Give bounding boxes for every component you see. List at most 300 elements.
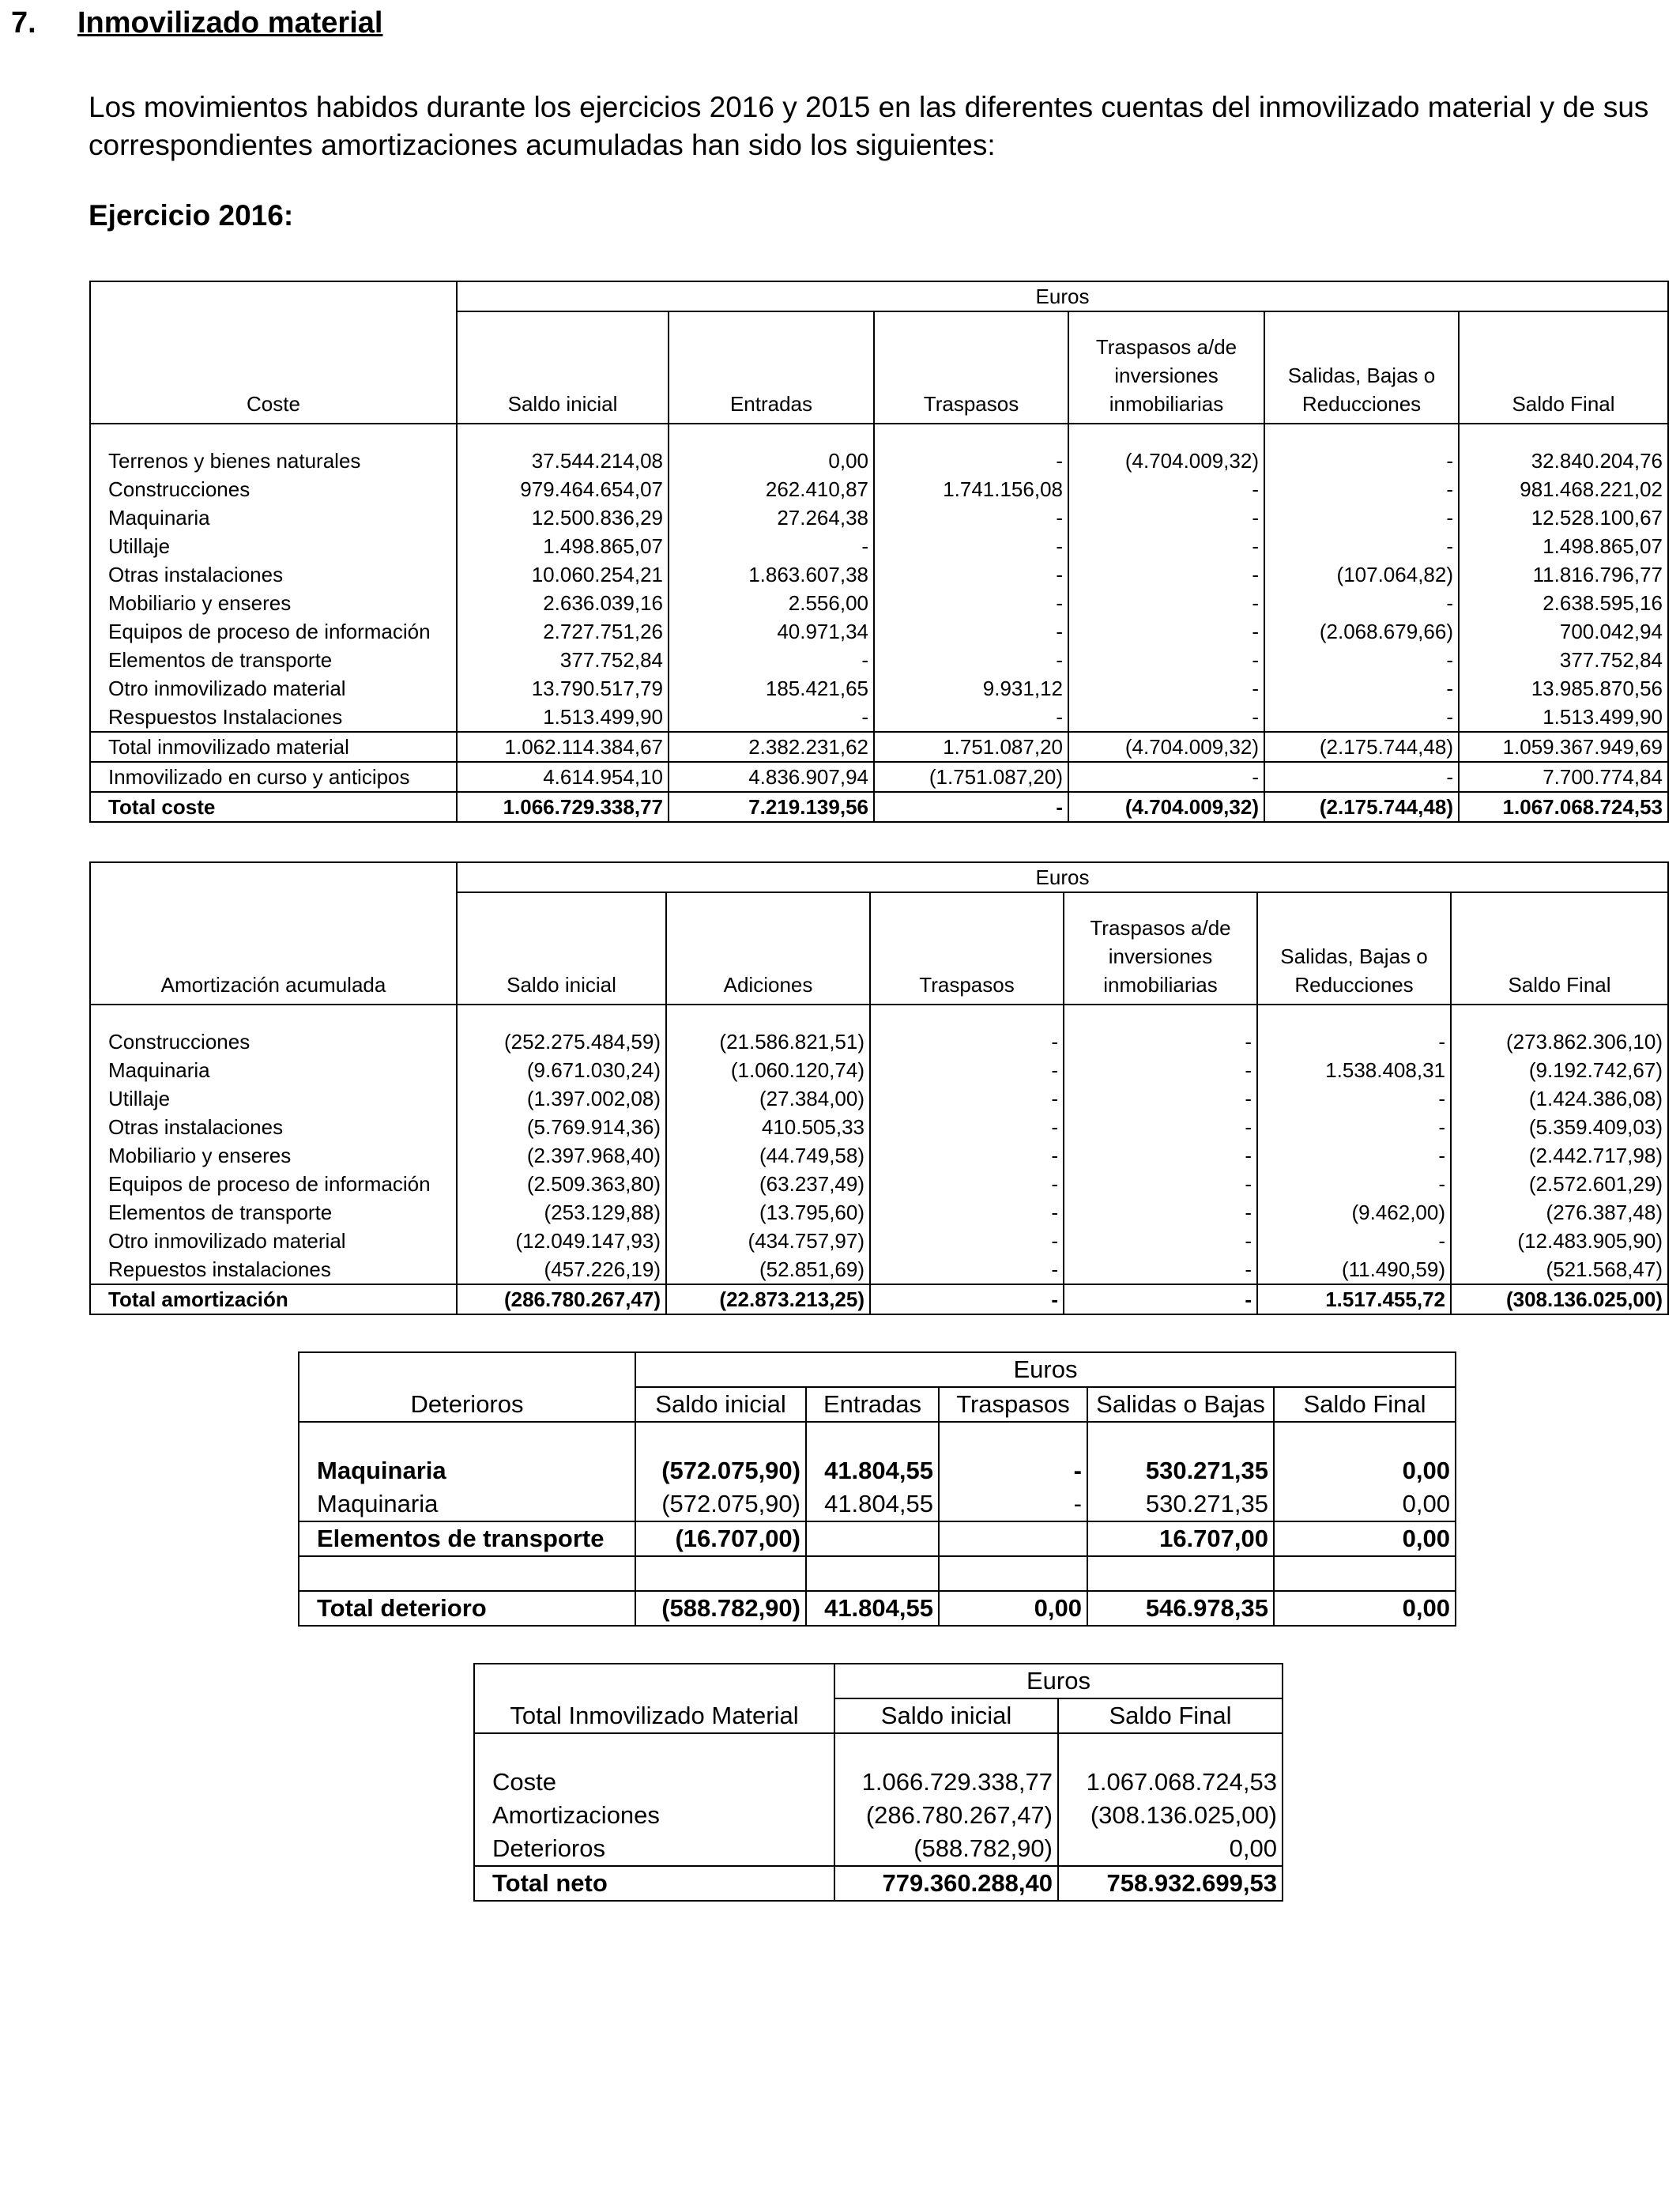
spacer-cell: [1274, 1422, 1456, 1454]
cell-value: (572.075,90): [635, 1454, 806, 1487]
cell-value: 2.636.039,16: [457, 589, 669, 617]
table-row: [299, 1454, 1456, 1487]
cell-value: -: [669, 532, 874, 560]
cell-value: 979.464.654,07: [457, 475, 669, 503]
cell-value: 7.700.774,84: [1459, 762, 1668, 792]
cell-value: 2.727.751,26: [457, 617, 669, 646]
row-label: Terrenos y bienes naturales: [90, 447, 457, 475]
cell-value: -: [1064, 1027, 1257, 1056]
column-header: Traspasos a/de inversiones inmobiliarias: [1064, 892, 1257, 1005]
spacer-cell: [1068, 424, 1264, 447]
cell-value: -: [870, 1227, 1064, 1255]
cell-value: 779.360.288,40: [834, 1866, 1058, 1901]
cell-value: -: [1264, 762, 1459, 792]
spacer-cell: [457, 1005, 666, 1027]
cell-value: 2.638.595,16: [1459, 589, 1668, 617]
cell-value: 377.752,84: [457, 646, 669, 674]
column-header: Saldo inicial: [635, 1387, 806, 1422]
row-label: Maquinaria: [90, 1056, 457, 1084]
spacer-cell: [1064, 1005, 1257, 1027]
cell-value: -: [1064, 1141, 1257, 1170]
cell-value: -: [1264, 503, 1459, 532]
cell-value: -: [1064, 1198, 1257, 1227]
table-row: [90, 617, 1668, 646]
cell-value: (521.568,47): [1451, 1255, 1668, 1284]
cell-value: -: [1257, 1027, 1451, 1056]
cell-value: (9.192.742,67): [1451, 1056, 1668, 1084]
row-label: Maquinaria: [299, 1487, 635, 1521]
cell-value: 12.528.100,67: [1459, 503, 1668, 532]
column-header: Deterioros: [299, 1387, 635, 1422]
unit-label: Euros: [457, 281, 1668, 311]
cell-value: -: [870, 1027, 1064, 1056]
cell-value: 0,00: [1274, 1487, 1456, 1521]
spacer-cell: [806, 1422, 939, 1454]
cell-value: (16.707,00): [635, 1521, 806, 1556]
cell-value: -: [874, 792, 1068, 822]
row-label: Respuestos Instalaciones: [90, 703, 457, 732]
cell-value: 1.066.729.338,77: [457, 792, 669, 822]
cell-value: 16.707,00: [1087, 1521, 1274, 1556]
cell-value: (2.175.744,48): [1264, 732, 1459, 762]
cell-value: [1274, 1556, 1456, 1591]
table-row: [90, 475, 1668, 503]
cell-value: -: [1257, 1227, 1451, 1255]
intro-paragraph: Los movimientos habidos durante los ejercicios 2016 y 2015 en las diferentes cuentas del inmovilizado material y de sus correspondientes amortizaciones acumuladas han sido los siguientes:: [89, 91, 1649, 161]
spacer-cell: [474, 1733, 834, 1766]
cell-value: -: [870, 1084, 1064, 1113]
cell-value: [635, 1556, 806, 1591]
cell-value: 2.556,00: [669, 589, 874, 617]
table-row: [90, 674, 1668, 703]
cell-value: (11.490,59): [1257, 1255, 1451, 1284]
row-label: Inmovilizado en curso y anticipos: [90, 762, 457, 792]
table-row: [474, 1799, 1283, 1832]
row-label: Deterioros: [474, 1832, 834, 1866]
cell-value: 37.544.214,08: [457, 447, 669, 475]
subsection-title: Ejercicio 2016:: [89, 199, 294, 232]
row-label: Utillaje: [90, 1084, 457, 1113]
row-label: Total deterioro: [299, 1591, 635, 1626]
cell-value: 4.614.954,10: [457, 762, 669, 792]
cell-value: (308.136.025,00): [1451, 1284, 1668, 1314]
cell-value: -: [669, 646, 874, 674]
cell-value: (2.442.717,98): [1451, 1141, 1668, 1170]
cell-value: -: [870, 1141, 1064, 1170]
header-blank-cell: [90, 281, 457, 311]
cell-value: 41.804,55: [806, 1487, 939, 1521]
table-row: [90, 1056, 1668, 1084]
row-label: Maquinaria: [299, 1454, 635, 1487]
cell-value: -: [1068, 703, 1264, 732]
unit-header-row: [90, 281, 1668, 311]
cell-value: -: [939, 1454, 1087, 1487]
cell-value: 700.042,94: [1459, 617, 1668, 646]
cell-value: (588.782,90): [635, 1591, 806, 1626]
spacer-cell: [669, 424, 874, 447]
unit-header-row: [299, 1352, 1456, 1387]
unit-label: Euros: [834, 1664, 1283, 1698]
spacer-cell: [939, 1422, 1087, 1454]
total-neto-row: [474, 1866, 1283, 1901]
cell-value: -: [1257, 1084, 1451, 1113]
cell-value: 0,00: [1058, 1832, 1283, 1866]
spacer-cell: [1058, 1733, 1283, 1766]
column-header-row: [90, 892, 1668, 1005]
cell-value: (107.064,82): [1264, 560, 1459, 589]
row-label: Otro inmovilizado material: [90, 674, 457, 703]
cell-value: -: [1068, 503, 1264, 532]
table-row: [299, 1521, 1456, 1556]
cell-value: (21.586.821,51): [666, 1027, 870, 1056]
cell-value: 27.264,38: [669, 503, 874, 532]
cell-value: -: [1064, 1284, 1257, 1314]
cell-value: 13.790.517,79: [457, 674, 669, 703]
cell-value: (13.795,60): [666, 1198, 870, 1227]
unit-header-row: [474, 1664, 1283, 1698]
en-curso-row: [90, 762, 1668, 792]
cell-value: 410.505,33: [666, 1113, 870, 1141]
row-label: Otro inmovilizado material: [90, 1227, 457, 1255]
cell-value: -: [1064, 1084, 1257, 1113]
cell-value: -: [870, 1170, 1064, 1198]
row-label: Otras instalaciones: [90, 1113, 457, 1141]
table-row: [90, 646, 1668, 674]
column-header: Coste: [90, 311, 457, 424]
cell-value: (4.704.009,32): [1068, 732, 1264, 762]
cell-value: (308.136.025,00): [1058, 1799, 1283, 1832]
table-row: [90, 1027, 1668, 1056]
table-row: [90, 1084, 1668, 1113]
table-row: [90, 1170, 1668, 1198]
cell-value: 1.498.865,07: [1459, 532, 1668, 560]
cell-value: -: [1068, 475, 1264, 503]
column-header: Entradas: [669, 311, 874, 424]
spacer-cell: [299, 1422, 635, 1454]
column-header: Traspasos: [939, 1387, 1087, 1422]
spacer-cell: [834, 1733, 1058, 1766]
spacer-cell: [457, 424, 669, 447]
spacer-row: [90, 424, 1668, 447]
cell-value: -: [1064, 1056, 1257, 1084]
unit-header-row: [90, 862, 1668, 892]
table-row: [90, 703, 1668, 732]
cell-value: -: [1068, 674, 1264, 703]
cell-value: (4.704.009,32): [1068, 447, 1264, 475]
column-header: Amortización acumulada: [90, 892, 457, 1005]
cell-value: 1.067.068.724,53: [1459, 792, 1668, 822]
amortizacion-table: [89, 861, 1669, 1315]
cell-value: 1.517.455,72: [1257, 1284, 1451, 1314]
cell-value: 10.060.254,21: [457, 560, 669, 589]
header-blank-cell: [90, 862, 457, 892]
row-label: Equipos de proceso de información: [90, 617, 457, 646]
cell-value: 262.410,87: [669, 475, 874, 503]
cell-value: 40.971,34: [669, 617, 874, 646]
column-header: Traspasos a/de inversiones inmobiliarias: [1068, 311, 1264, 424]
column-header: Total Inmovilizado Material: [474, 1698, 834, 1733]
table-row: [474, 1766, 1283, 1799]
spacer-cell: [1257, 1005, 1451, 1027]
row-label: Mobiliario y enseres: [90, 589, 457, 617]
cell-value: (4.704.009,32): [1068, 792, 1264, 822]
cell-value: (286.780.267,47): [457, 1284, 666, 1314]
cell-value: (2.572.601,29): [1451, 1170, 1668, 1198]
spacer-row: [90, 1005, 1668, 1027]
table-row: [90, 1113, 1668, 1141]
cell-value: -: [1064, 1227, 1257, 1255]
cell-value: 1.513.499,90: [457, 703, 669, 732]
cell-value: 1.538.408,31: [1257, 1056, 1451, 1084]
total-inmovilizado-row: [90, 732, 1668, 762]
cell-value: -: [874, 646, 1068, 674]
coste-table: [89, 281, 1669, 823]
column-header: Saldo Final: [1459, 311, 1668, 424]
cell-value: (253.129,88): [457, 1198, 666, 1227]
unit-label: Euros: [635, 1352, 1456, 1387]
cell-value: -: [1068, 560, 1264, 589]
header-blank-cell: [299, 1352, 635, 1387]
cell-value: -: [874, 447, 1068, 475]
cell-value: -: [874, 532, 1068, 560]
cell-value: [939, 1521, 1087, 1556]
cell-value: [806, 1556, 939, 1591]
cell-value: 1.059.367.949,69: [1459, 732, 1668, 762]
cell-value: (27.384,00): [666, 1084, 870, 1113]
row-label: Otras instalaciones: [90, 560, 457, 589]
cell-value: 2.382.231,62: [669, 732, 874, 762]
cell-value: -: [874, 703, 1068, 732]
row-label: Elementos de transporte: [90, 1198, 457, 1227]
spacer-cell: [1087, 1422, 1274, 1454]
cell-value: -: [874, 589, 1068, 617]
spacer-row: [474, 1733, 1283, 1766]
cell-value: -: [870, 1056, 1064, 1084]
cell-value: 0,00: [1274, 1591, 1456, 1626]
column-header: Salidas, Bajas o Reducciones: [1257, 892, 1451, 1005]
cell-value: 13.985.870,56: [1459, 674, 1668, 703]
column-header: Salidas, Bajas o Reducciones: [1264, 311, 1459, 424]
column-header: Saldo inicial: [457, 311, 669, 424]
table-row: [90, 1141, 1668, 1170]
cell-value: -: [1064, 1170, 1257, 1198]
cell-value: 1.062.114.384,67: [457, 732, 669, 762]
table-row: [90, 1198, 1668, 1227]
cell-value: 1.863.607,38: [669, 560, 874, 589]
cell-value: 32.840.204,76: [1459, 447, 1668, 475]
cell-value: -: [1264, 589, 1459, 617]
cell-value: (2.397.968,40): [457, 1141, 666, 1170]
cell-value: 546.978,35: [1087, 1591, 1274, 1626]
cell-value: 12.500.836,29: [457, 503, 669, 532]
row-label: Total neto: [474, 1866, 834, 1901]
spacer-cell: [90, 424, 457, 447]
cell-value: (5.769.914,36): [457, 1113, 666, 1141]
cell-value: -: [1257, 1113, 1451, 1141]
cell-value: (63.237,49): [666, 1170, 870, 1198]
cell-value: 7.219.139,56: [669, 792, 874, 822]
column-header: Saldo Final: [1274, 1387, 1456, 1422]
cell-value: -: [1264, 703, 1459, 732]
column-header-row: [299, 1387, 1456, 1422]
cell-value: (12.483.905,90): [1451, 1227, 1668, 1255]
cell-value: -: [939, 1487, 1087, 1521]
deterioros-table: [298, 1351, 1456, 1627]
spacer-cell: [870, 1005, 1064, 1027]
cell-value: -: [1264, 674, 1459, 703]
cell-value: 981.468.221,02: [1459, 475, 1668, 503]
cell-value: (252.275.484,59): [457, 1027, 666, 1056]
row-label: Construcciones: [90, 475, 457, 503]
cell-value: -: [1064, 1113, 1257, 1141]
cell-value: [806, 1521, 939, 1556]
cell-value: -: [1064, 1255, 1257, 1284]
row-label: Total coste: [90, 792, 457, 822]
cell-value: -: [874, 617, 1068, 646]
cell-value: -: [1264, 475, 1459, 503]
row-label: Total amortización: [90, 1284, 457, 1314]
cell-value: (5.359.409,03): [1451, 1113, 1668, 1141]
table-row: [90, 589, 1668, 617]
row-label: Total inmovilizado material: [90, 732, 457, 762]
cell-value: -: [1068, 762, 1264, 792]
cell-value: 41.804,55: [806, 1454, 939, 1487]
spacer-cell: [1451, 1005, 1668, 1027]
cell-value: 1.741.156,08: [874, 475, 1068, 503]
cell-value: 9.931,12: [874, 674, 1068, 703]
cell-value: [1087, 1556, 1274, 1591]
cell-value: 0,00: [1274, 1454, 1456, 1487]
column-header-row: [474, 1698, 1283, 1733]
row-label: Repuestos instalaciones: [90, 1255, 457, 1284]
cell-value: (2.175.744,48): [1264, 792, 1459, 822]
spacer-cell: [1459, 424, 1668, 447]
table-row: [90, 560, 1668, 589]
row-label: Construcciones: [90, 1027, 457, 1056]
cell-value: 1.751.087,20: [874, 732, 1068, 762]
table-row: [90, 1227, 1668, 1255]
row-label: Utillaje: [90, 532, 457, 560]
column-header: Saldo inicial: [457, 892, 666, 1005]
total-amortizacion-row: [90, 1284, 1668, 1314]
cell-value: -: [1264, 646, 1459, 674]
cell-value: [939, 1556, 1087, 1591]
spacer-row: [299, 1422, 1456, 1454]
cell-value: (572.075,90): [635, 1487, 806, 1521]
cell-value: 0,00: [939, 1591, 1087, 1626]
cell-value: -: [1068, 646, 1264, 674]
total-coste-row: [90, 792, 1668, 822]
cell-value: (9.462,00): [1257, 1198, 1451, 1227]
cell-value: -: [1264, 532, 1459, 560]
cell-value: 11.816.796,77: [1459, 560, 1668, 589]
cell-value: -: [1068, 617, 1264, 646]
table-row: [90, 503, 1668, 532]
cell-value: 185.421,65: [669, 674, 874, 703]
table-row: [90, 447, 1668, 475]
cell-value: (2.509.363,80): [457, 1170, 666, 1198]
column-header: Saldo inicial: [834, 1698, 1058, 1733]
row-label: Mobiliario y enseres: [90, 1141, 457, 1170]
row-label: Maquinaria: [90, 503, 457, 532]
cell-value: -: [874, 503, 1068, 532]
cell-value: (52.851,69): [666, 1255, 870, 1284]
cell-value: (1.424.386,08): [1451, 1084, 1668, 1113]
table-row: [299, 1556, 1456, 1591]
table-row: [299, 1487, 1456, 1521]
spacer-cell: [1264, 424, 1459, 447]
spacer-cell: [90, 1005, 457, 1027]
cell-value: 530.271,35: [1087, 1487, 1274, 1521]
cell-value: 758.932.699,53: [1058, 1866, 1283, 1901]
unit-label: Euros: [457, 862, 1668, 892]
spacer-cell: [635, 1422, 806, 1454]
column-header-row: [90, 311, 1668, 424]
cell-value: -: [1257, 1141, 1451, 1170]
column-header: Saldo Final: [1451, 892, 1668, 1005]
cell-value: -: [1264, 447, 1459, 475]
cell-value: 1.498.865,07: [457, 532, 669, 560]
cell-value: -: [1068, 532, 1264, 560]
cell-value: 1.067.068.724,53: [1058, 1766, 1283, 1799]
cell-value: -: [870, 1255, 1064, 1284]
row-label: Coste: [474, 1766, 834, 1799]
section-number: 7.: [11, 6, 36, 40]
total-inmovilizado-table: [473, 1663, 1283, 1902]
column-header: Traspasos: [874, 311, 1068, 424]
cell-value: (12.049.147,93): [457, 1227, 666, 1255]
cell-value: 0,00: [1274, 1521, 1456, 1556]
column-header: Adiciones: [666, 892, 870, 1005]
cell-value: (2.068.679,66): [1264, 617, 1459, 646]
cell-value: (457.226,19): [457, 1255, 666, 1284]
cell-value: -: [874, 560, 1068, 589]
cell-value: (22.873.213,25): [666, 1284, 870, 1314]
column-header: Salidas o Bajas: [1087, 1387, 1274, 1422]
cell-value: (276.387,48): [1451, 1198, 1668, 1227]
cell-value: 0,00: [669, 447, 874, 475]
spacer-cell: [666, 1005, 870, 1027]
cell-value: (273.862.306,10): [1451, 1027, 1668, 1056]
cell-value: 4.836.907,94: [669, 762, 874, 792]
cell-value: (1.397.002,08): [457, 1084, 666, 1113]
row-label: Amortizaciones: [474, 1799, 834, 1832]
cell-value: 530.271,35: [1087, 1454, 1274, 1487]
header-blank-cell: [474, 1664, 834, 1698]
cell-value: 41.804,55: [806, 1591, 939, 1626]
section-title: Inmovilizado material: [77, 6, 383, 40]
cell-value: 1.513.499,90: [1459, 703, 1668, 732]
cell-value: (9.671.030,24): [457, 1056, 666, 1084]
table-row: [90, 532, 1668, 560]
column-header: Traspasos: [870, 892, 1064, 1005]
cell-value: -: [870, 1198, 1064, 1227]
cell-value: (44.749,58): [666, 1141, 870, 1170]
column-header: Entradas: [806, 1387, 939, 1422]
cell-value: (1.751.087,20): [874, 762, 1068, 792]
row-label: [299, 1556, 635, 1591]
cell-value: (286.780.267,47): [834, 1799, 1058, 1832]
cell-value: -: [870, 1284, 1064, 1314]
table-row: [90, 1255, 1668, 1284]
cell-value: (1.060.120,74): [666, 1056, 870, 1084]
cell-value: -: [1068, 589, 1264, 617]
row-label: Elementos de transporte: [299, 1521, 635, 1556]
column-header: Saldo Final: [1058, 1698, 1283, 1733]
cell-value: 377.752,84: [1459, 646, 1668, 674]
cell-value: (434.757,97): [666, 1227, 870, 1255]
cell-value: (588.782,90): [834, 1832, 1058, 1866]
